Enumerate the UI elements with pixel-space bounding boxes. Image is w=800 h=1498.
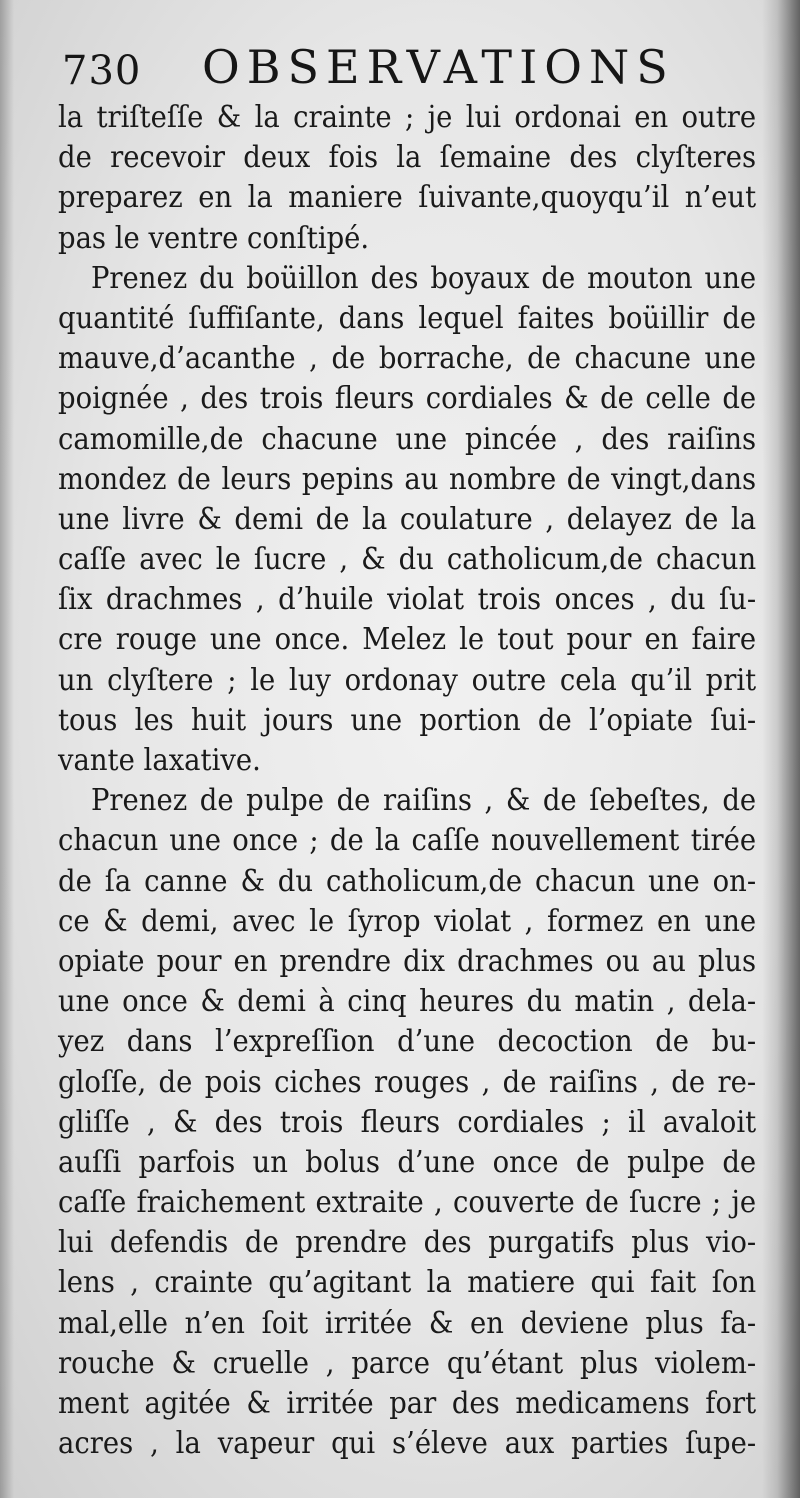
text-line: lens , crainte qu’agitant la matiere qui fait ſon bbox=[58, 1265, 757, 1301]
text-line: quantité ſuffiſante, dans lequel faites boüillir de bbox=[58, 300, 757, 336]
text-line: Prenez de pulpe de raiſins , & de ſebeſtes, de bbox=[90, 783, 757, 819]
text-line: une livre & demi de la coulature , delayez de la bbox=[58, 501, 757, 537]
text-line: lui defendis de prendre des purgatifs plus vio- bbox=[58, 1225, 757, 1261]
text-line: la triſteſſe & la crainte ; je lui ordonai en outre bbox=[58, 100, 757, 135]
text-line: opiate pour en prendre dix drachmes ou au plus bbox=[58, 943, 757, 979]
text-line: yez dans l’expreſſion d’une decoction de bu- bbox=[58, 1024, 757, 1060]
text-line: un clyſtere ; le luy ordonay outre cela qu’il prit bbox=[58, 662, 757, 698]
text-line: mondez de leurs pepins au nombre de vingt,dans bbox=[58, 461, 757, 497]
text-line: mal,elle n’en ſoit irritée & en deviene plus fa- bbox=[58, 1305, 757, 1341]
text-line: mauve,d’acanthe , de borrache, de chacune une bbox=[58, 341, 757, 377]
text-line: gliſſe , & des trois fleurs cordiales ; il avaloit bbox=[58, 1104, 757, 1140]
running-head: OBSERVATIONS bbox=[202, 40, 675, 94]
text-line: ſix drachmes , d’huile violat trois onces , du ſu- bbox=[58, 582, 757, 618]
text-line: de ſa canne & du catholicum,de chacun une on- bbox=[58, 863, 757, 899]
text-line: auſſi parfois un bolus d’une once de pulpe de bbox=[58, 1144, 757, 1180]
page-number: 730 bbox=[62, 48, 142, 94]
text-line: pas le ventre conſtipé. bbox=[58, 220, 370, 256]
text-line: rouche & cruelle , parce qu’étant plus violem- bbox=[58, 1345, 757, 1381]
text-line: tous les huit jours une portion de l’opiate ſui- bbox=[58, 702, 757, 738]
text-line: acres , la vapeur qui s’éleve aux parties ſupe- bbox=[58, 1426, 757, 1462]
text-line: ce & demi, avec le ſyrop violat , formez en une bbox=[58, 903, 757, 939]
text-line: Prenez du boüillon des boyaux de mouton une bbox=[90, 260, 757, 296]
text-line: chacun une once ; de la caſſe nouvellement tirée bbox=[58, 823, 757, 859]
text-line: camomille,de chacune une pincée , des raiſins bbox=[58, 421, 757, 457]
text-line: ment agitée & irritée par des medicamens fort bbox=[58, 1386, 757, 1421]
text-line: gloſſe, de pois ciches rouges , de raiſins , de re- bbox=[58, 1064, 757, 1100]
text-line: vante laxative. bbox=[58, 743, 261, 778]
body-text bbox=[58, 98, 756, 1464]
page-header bbox=[60, 38, 760, 96]
text-line: caſſe fraichement extraite , couverte de ſucre ; je bbox=[58, 1185, 757, 1221]
text-line: preparez en la maniere ſuivante,quoyqu’il n’eut bbox=[58, 180, 757, 216]
text-line: caſſe avec le ſucre , & du catholicum,de chacun bbox=[58, 542, 757, 578]
text-line: de recevoir deux fois la ſemaine des clyſteres bbox=[58, 140, 757, 176]
text-line: cre rouge une once. Melez le tout pour en faire bbox=[58, 622, 757, 658]
text-line: une once & demi à cinq heures du matin , dela- bbox=[58, 984, 757, 1020]
text-line: poignée , des trois fleurs cordiales & de celle de bbox=[58, 381, 757, 417]
